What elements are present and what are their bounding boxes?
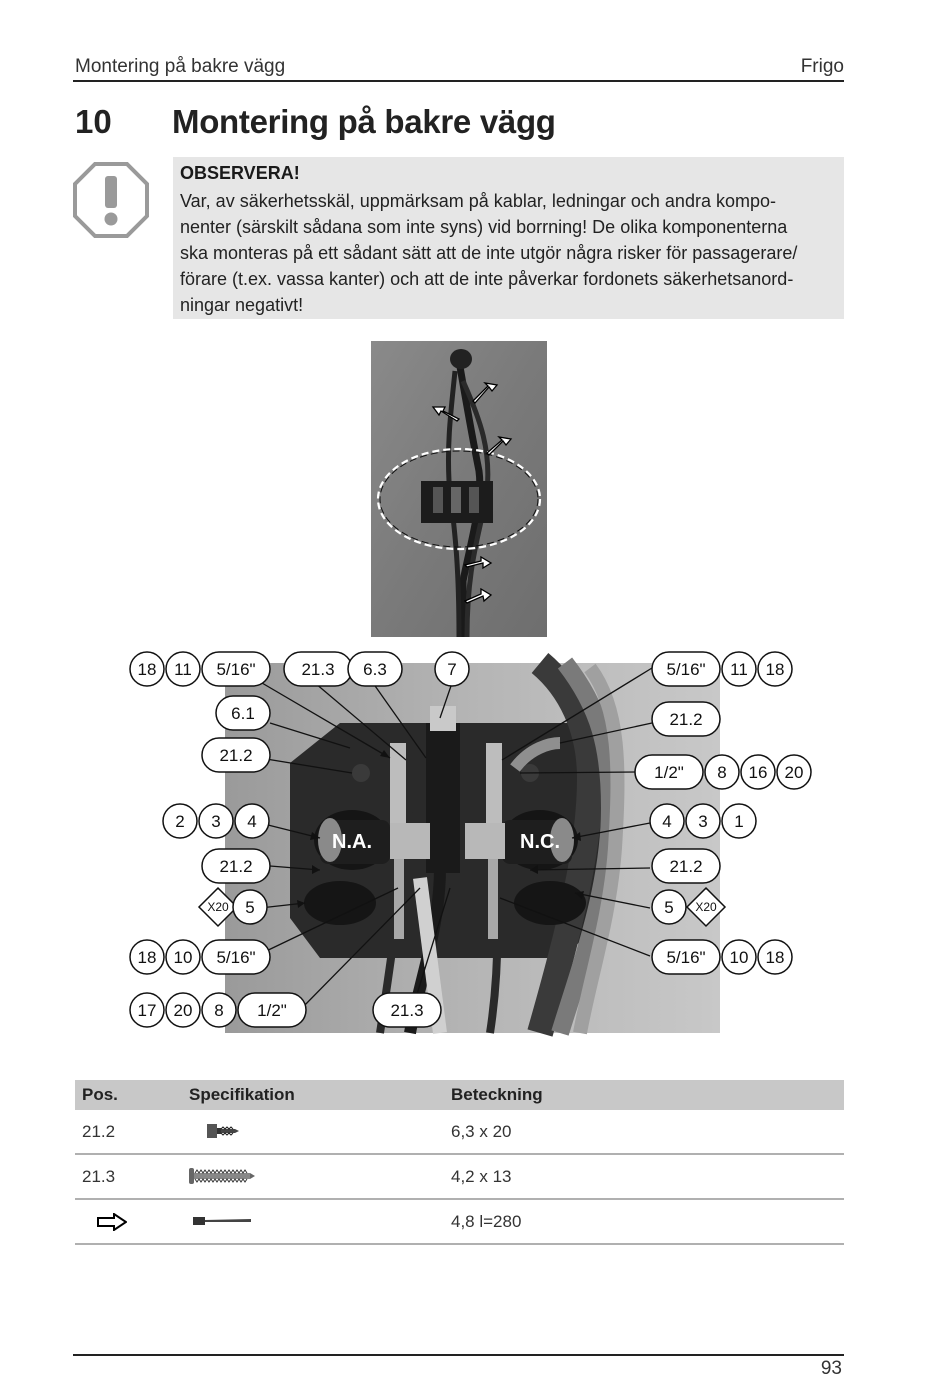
callout-label: 3 — [211, 812, 221, 831]
notice-box — [173, 157, 844, 319]
notice-line: förare (t.ex. vassa kanter) och att de inte påverkar fordonets säkerhetsanord- — [180, 269, 794, 289]
solenoid-nc-label: N.C. — [520, 831, 560, 853]
notice-line: Var, av säkerhetsskäl, uppmärksam på kablar, ledningar och andra kompo- — [180, 191, 776, 211]
callout-label: 1/2" — [654, 763, 684, 782]
callout-bubble — [705, 755, 739, 789]
callout-bubble — [233, 890, 267, 924]
callout-label: 4 — [247, 812, 257, 831]
callout-bubble — [284, 652, 352, 686]
callout-bubble — [686, 804, 720, 838]
warning-icon — [73, 162, 149, 238]
table-row — [75, 1155, 844, 1200]
callout-bubble — [202, 738, 270, 772]
callout-bubble — [202, 993, 236, 1027]
callout-label: 21.2 — [219, 746, 253, 765]
callout-bubble — [652, 702, 720, 736]
callout-label: 17 — [137, 1001, 157, 1020]
callout-label: 21.3 — [390, 1001, 424, 1020]
row-pos: 21.3 — [82, 1167, 116, 1186]
callout-bubble — [202, 940, 270, 974]
callout-bubble — [373, 993, 441, 1027]
callout-label: 1/2" — [257, 1001, 287, 1020]
callout-bubble — [435, 652, 469, 686]
callout-label: 5/16" — [666, 948, 706, 967]
callout-bubble — [652, 849, 720, 883]
callout-bubble — [758, 940, 792, 974]
callout-bubble — [652, 940, 720, 974]
callout-label: 3 — [698, 812, 708, 831]
notice-line: nenter (särskilt sådana som inte syns) vid borrning! De olika komponenterna — [180, 217, 788, 237]
table-row — [75, 1110, 844, 1155]
callout-bubble — [650, 804, 684, 838]
callout-label: 16 — [748, 763, 768, 782]
callout-bubble — [741, 755, 775, 789]
row-pos: 21.2 — [82, 1122, 116, 1141]
header-bet: Beteckning — [451, 1085, 543, 1104]
callout-label: 18 — [765, 948, 785, 967]
callout-bubble — [166, 940, 200, 974]
x20-label: X20 — [207, 900, 229, 914]
callout-bubble — [202, 849, 270, 883]
callout-bubble — [166, 993, 200, 1027]
row-bet: 4,2 x 13 — [451, 1167, 512, 1186]
arrow-icon — [97, 1213, 127, 1231]
callout-bubble — [722, 652, 756, 686]
callout-label: 21.2 — [669, 857, 703, 876]
callout-bubble — [163, 804, 197, 838]
callout-bubble — [166, 652, 200, 686]
callout-bubble — [202, 652, 270, 686]
callout-label: 11 — [730, 660, 748, 679]
page-number: 93 — [820, 1358, 842, 1379]
callout-label: 6.3 — [363, 660, 387, 679]
parts-table — [75, 1080, 844, 1245]
callout-label: 18 — [137, 948, 157, 967]
table-row — [75, 1200, 844, 1245]
self-tapping-screw-icon — [187, 1161, 267, 1191]
hex-screw-icon — [187, 1116, 267, 1146]
row-bet: 4,8 l=280 — [451, 1212, 522, 1231]
notice-text — [180, 188, 830, 318]
callout-label: 5/16" — [666, 660, 706, 679]
callout-label: 5 — [664, 898, 674, 917]
callout-label: 1 — [734, 812, 744, 831]
callout-label: 20 — [784, 763, 804, 782]
notice-title: OBSERVERA! — [180, 163, 300, 183]
callout-label: 8 — [214, 1001, 224, 1020]
callout-bubble — [130, 993, 164, 1027]
callout-label: 10 — [173, 948, 193, 967]
solenoid-na-label: N.A. — [332, 831, 372, 853]
header-rule — [73, 80, 844, 82]
notice-line: ningar negativt! — [180, 295, 304, 315]
callout-label: 20 — [173, 1001, 193, 1020]
callout-label: 21.2 — [219, 857, 253, 876]
callout-bubble — [758, 652, 792, 686]
callout-bubble — [238, 993, 306, 1027]
callout-bubble — [652, 652, 720, 686]
callout-bubble — [777, 755, 811, 789]
footer-rule — [73, 1354, 844, 1356]
callout-label: 7 — [447, 660, 457, 679]
callout-bubble — [635, 755, 703, 789]
callout-label: 18 — [137, 660, 157, 679]
header-spec: Specifikation — [189, 1085, 295, 1104]
row-bet: 6,3 x 20 — [451, 1122, 512, 1141]
callout-label: 2 — [175, 812, 185, 831]
callout-label: 18 — [765, 660, 785, 679]
valve-assembly-diagram — [120, 648, 820, 1038]
running-header-brand: Frigo — [800, 56, 844, 77]
callout-bubble — [130, 652, 164, 686]
section-title: Montering på bakre vägg — [172, 103, 556, 140]
callout-label: 6.1 — [231, 704, 255, 723]
callout-bubble — [216, 696, 270, 730]
callout-label: 21.3 — [301, 660, 335, 679]
callout-label: 4 — [662, 812, 672, 831]
callout-bubble — [722, 804, 756, 838]
table-header — [75, 1080, 844, 1110]
callout-label: 21.2 — [669, 710, 703, 729]
callout-bubble — [348, 652, 402, 686]
callout-label: 8 — [717, 763, 727, 782]
cable-tie-icon — [187, 1206, 267, 1236]
header-pos: Pos. — [82, 1085, 118, 1104]
callout-label: 5/16" — [216, 948, 256, 967]
callout-label: 5 — [245, 898, 255, 917]
callout-bubble — [235, 804, 269, 838]
notice-line: ska monteras på ett sådant sätt att de inte utgör några risker för passagerare/ — [180, 243, 798, 263]
x20-label: X20 — [695, 900, 717, 914]
section-number: 10 — [75, 103, 112, 140]
callout-bubble — [722, 940, 756, 974]
callout-label: 11 — [174, 660, 192, 679]
cable-routing-photo — [371, 341, 547, 637]
callout-label: 10 — [729, 948, 749, 967]
callout-bubble — [130, 940, 164, 974]
callout-label: 5/16" — [216, 660, 256, 679]
running-header-title: Montering på bakre vägg — [75, 56, 286, 77]
callout-bubble — [199, 804, 233, 838]
callout-bubble — [652, 890, 686, 924]
